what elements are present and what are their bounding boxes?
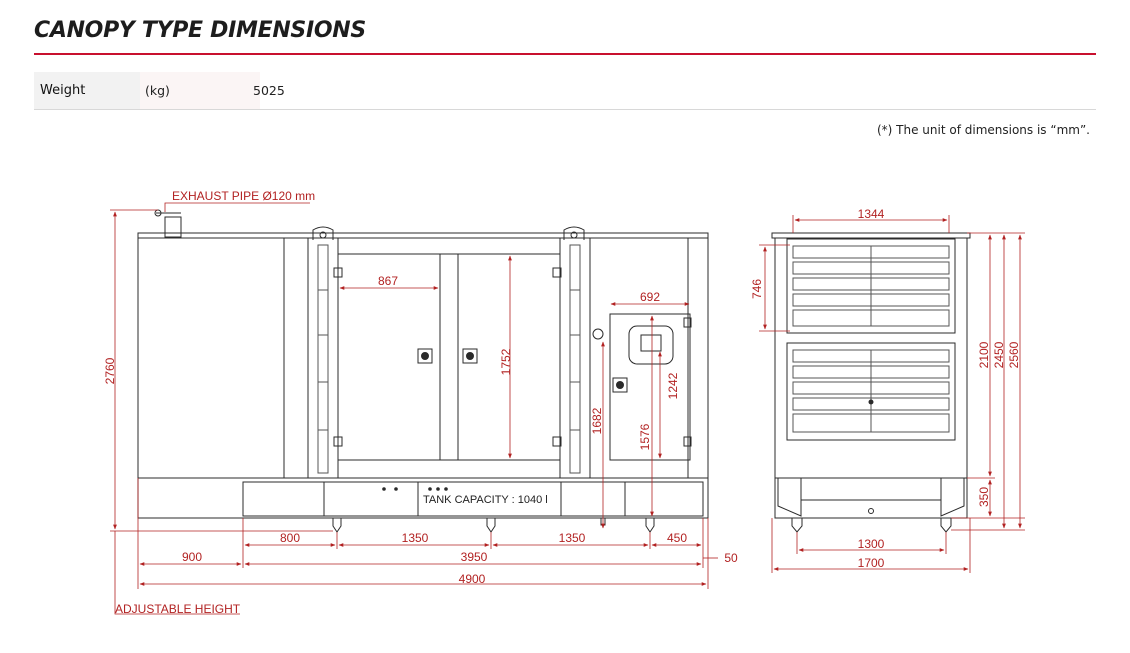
adjustable-foot — [792, 518, 802, 532]
dim-800: 800 — [279, 531, 301, 545]
dim-panel-top: 1576 — [638, 423, 652, 451]
dim-base-height: 350 — [977, 486, 991, 508]
adjustable-foot — [487, 518, 495, 532]
dim-450: 450 — [666, 531, 688, 545]
exhaust-pipe — [165, 217, 181, 237]
dim-panel-width: 692 — [639, 290, 661, 304]
emergency-stop-icon — [593, 329, 603, 339]
dim-door-width: 867 — [377, 274, 399, 288]
dim-overall-length: 4900 — [458, 572, 486, 586]
unit-note: (*) The unit of dimensions is “mm”. — [876, 123, 1090, 137]
canopy-left-panel — [138, 238, 284, 478]
exhaust-pipe-label: EXHAUST PIPE Ø120 mm — [172, 189, 316, 203]
weight-value: 5025 — [253, 83, 285, 98]
adjustable-foot — [941, 518, 951, 532]
dim-2560: 2560 — [1007, 341, 1021, 369]
adjustable-height-label: ADJUSTABLE HEIGHT — [115, 602, 241, 616]
dim-2100: 2100 — [977, 341, 991, 369]
end-base — [775, 478, 967, 518]
adjustable-foot — [333, 518, 341, 532]
dim-1350-b: 1350 — [558, 531, 586, 545]
page-title: CANOPY TYPE DIMENSIONS — [34, 18, 366, 43]
side-view — [138, 210, 708, 532]
end-view — [772, 233, 970, 532]
adjustable-foot — [646, 518, 654, 532]
dim-base-width: 1300 — [857, 537, 885, 551]
dim-overall-height: 2760 — [103, 357, 117, 385]
dim-top-width: 1344 — [857, 207, 885, 221]
dim-overall-width: 1700 — [857, 556, 885, 570]
dim-door-height: 1752 — [499, 348, 513, 376]
dim-1350-a: 1350 — [401, 531, 429, 545]
dim-900: 900 — [181, 550, 203, 564]
dim-door-sill: 1682 — [590, 407, 604, 435]
dim-3950: 3950 — [460, 550, 488, 564]
dim-2450: 2450 — [992, 341, 1006, 369]
dim-50: 50 — [724, 551, 738, 565]
tank-capacity-label: TANK CAPACITY : 1040 l — [423, 494, 548, 506]
control-window — [629, 326, 673, 364]
dim-panel-height: 1242 — [666, 372, 680, 400]
dim-louver-height: 746 — [750, 278, 764, 300]
weight-label: Weight — [34, 72, 140, 109]
weight-unit: (kg) — [145, 83, 170, 98]
